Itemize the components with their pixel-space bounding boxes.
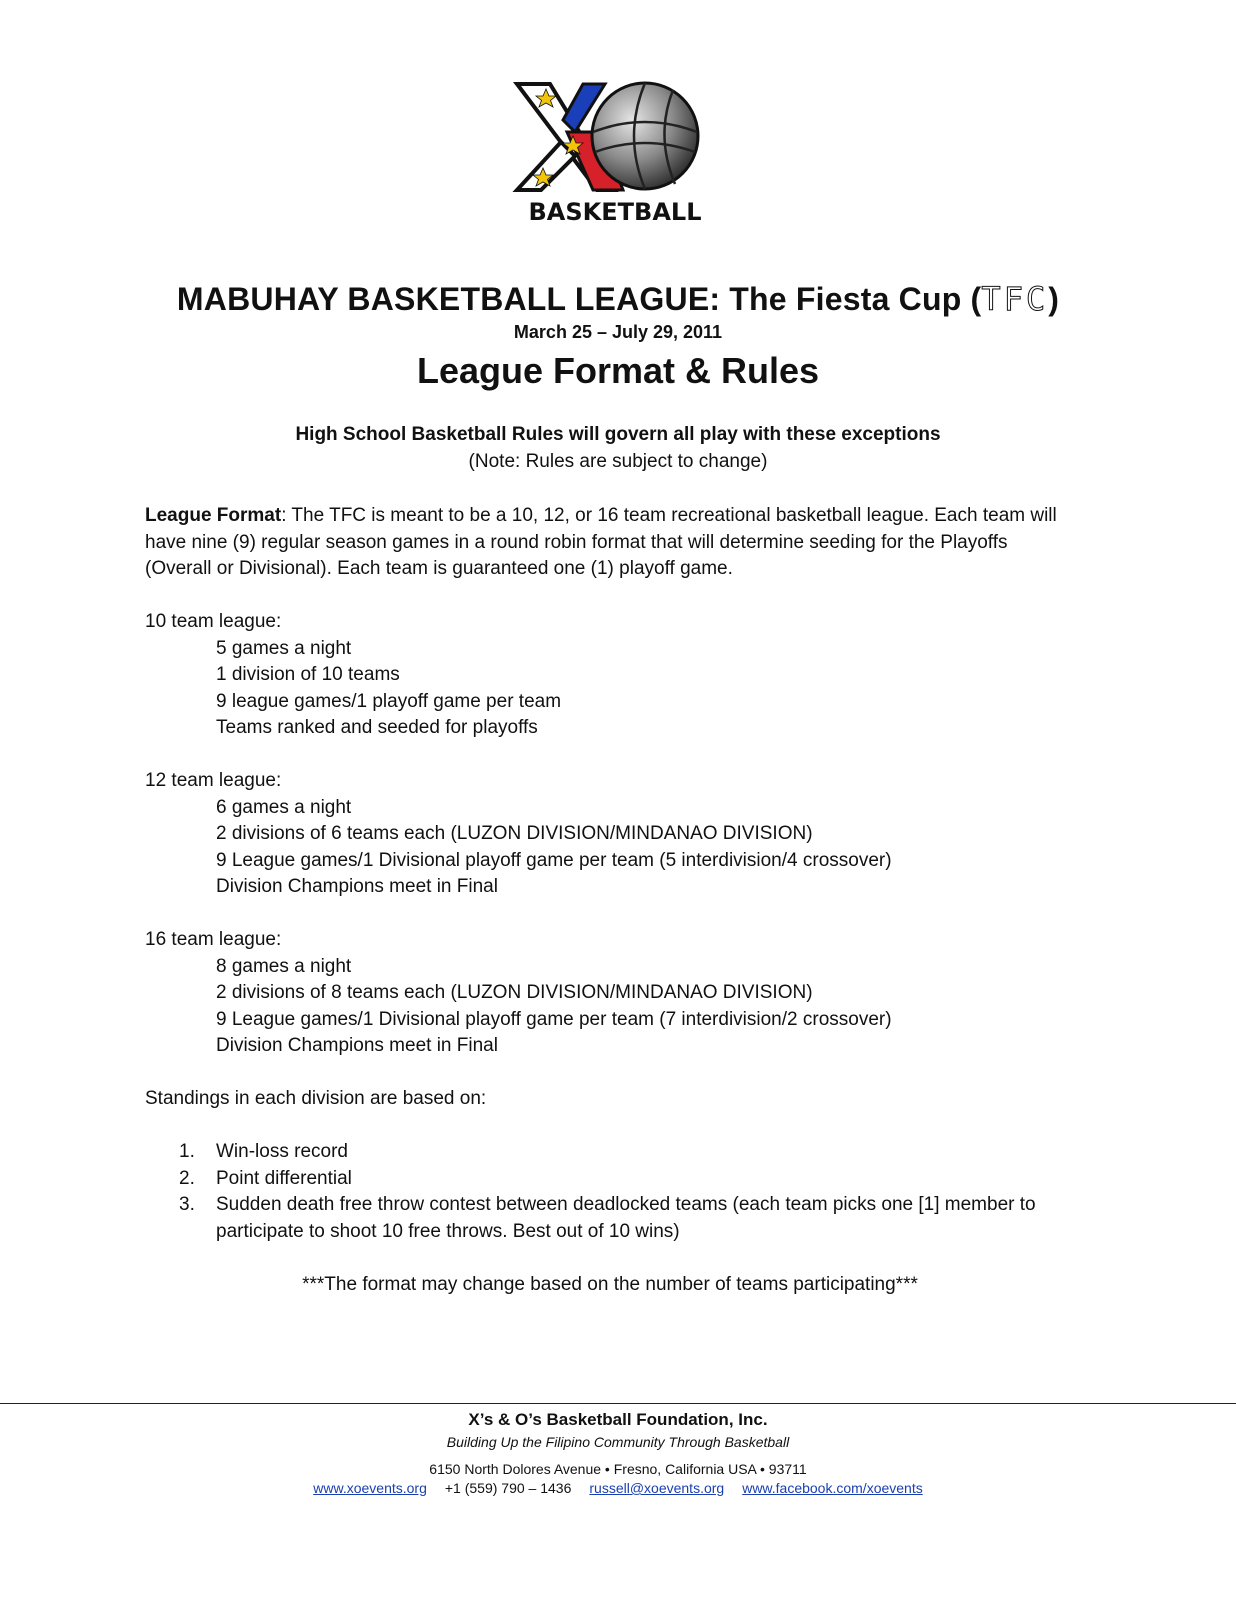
- document-body: [145, 503, 1075, 1298]
- page-title-text: MABUHAY BASKETBALL LEAGUE: The Fiesta Cup (: [176, 281, 982, 317]
- list-number: 1.: [179, 1141, 195, 1162]
- list-text: Point differential: [216, 1167, 352, 1189]
- league-format-label: League Format: [145, 505, 282, 526]
- list-number: 3.: [179, 1194, 195, 1215]
- league-item: 1 division of 10 teams: [216, 664, 400, 685]
- league-item: 8 games a night: [216, 955, 352, 977]
- phone-number: +1 (559) 790 – 1436: [444, 1480, 572, 1496]
- website-link[interactable]: www.xoevents.org: [313, 1480, 427, 1496]
- standings-heading: Standings in each division are based on:: [145, 1088, 487, 1109]
- league-format-paragraph: [145, 503, 1075, 583]
- league-item: 2 divisions of 8 teams each (LUZON DIVISION/MINDANAO DIVISION): [216, 982, 813, 1003]
- league-item: 9 league games/1 playoff game per team: [216, 690, 562, 712]
- league-item: 5 games a night: [216, 637, 352, 659]
- league-heading: 12 team league:: [145, 770, 282, 791]
- logo-wordmark: BASKETBALL: [528, 198, 702, 226]
- footer-divider: [0, 1403, 1236, 1404]
- footer-address: 6150 North Dolores Avenue • Fresno, California USA • 93711: [429, 1461, 807, 1477]
- page-title: [0, 280, 1236, 318]
- league-item: 9 League games/1 Divisional playoff game per team (5 interdivision/4 crossover): [216, 849, 892, 871]
- list-text: Sudden death free throw contest between deadlocked teams (each team picks one [1] member to participate to shoot 10 free throws. Best out of 10 wins): [216, 1194, 1036, 1242]
- league-12-team: [145, 768, 1075, 901]
- league-16-team: [145, 927, 1075, 1060]
- list-item: [145, 1166, 1075, 1193]
- league-item: Teams ranked and seeded for playoffs: [216, 717, 538, 738]
- league-heading: 10 team league:: [145, 611, 282, 632]
- title-abbreviation: TFC: [981, 280, 1049, 318]
- league-item: 9 League games/1 Divisional playoff game per team (7 interdivision/2 crossover): [216, 1008, 892, 1030]
- closing-note: ***The format may change based on the number of teams participating***: [302, 1273, 918, 1295]
- league-item: Division Champions meet in Final: [216, 1035, 498, 1056]
- league-10-team: [145, 609, 1075, 742]
- list-text: Win-loss record: [216, 1141, 348, 1162]
- xo-basketball-logo: [505, 72, 725, 242]
- footer-contact: [0, 1480, 1236, 1496]
- league-item: Division Champions meet in Final: [216, 876, 498, 897]
- page-title-close: ): [1048, 281, 1060, 317]
- footer-organization: X’s & O’s Basketball Foundation, Inc.: [468, 1410, 768, 1429]
- list-item: [145, 1192, 1075, 1245]
- season-dates: March 25 – July 29, 2011: [513, 322, 723, 342]
- list-number: 2.: [179, 1167, 195, 1189]
- page-subtitle: League Format & Rules: [416, 350, 820, 391]
- email-link[interactable]: russell@xoevents.org: [589, 1480, 725, 1496]
- facebook-link[interactable]: www.facebook.com/xoevents: [742, 1480, 923, 1496]
- league-item: 6 games a night: [216, 796, 352, 818]
- league-item: 2 divisions of 6 teams each (LUZON DIVISION/MINDANAO DIVISION): [216, 823, 813, 844]
- footer-tagline: Building Up the Filipino Community Through Basketball: [446, 1434, 790, 1450]
- list-item: [145, 1139, 1075, 1166]
- league-heading: 16 team league:: [145, 929, 282, 950]
- league-format-text: : The TFC is meant to be a 10, 12, or 16 team recreational basketball league. Each team will have nine (9) regular season games in a round robin format that will determine seeding for the Playoffs (Overall or Divisional). Each team is guaranteed one (1) playoff game.: [145, 505, 1057, 579]
- governing-rules: High School Basketball Rules will govern all play with these exceptions: [295, 424, 941, 445]
- rules-note: (Note: Rules are subject to change): [468, 451, 768, 472]
